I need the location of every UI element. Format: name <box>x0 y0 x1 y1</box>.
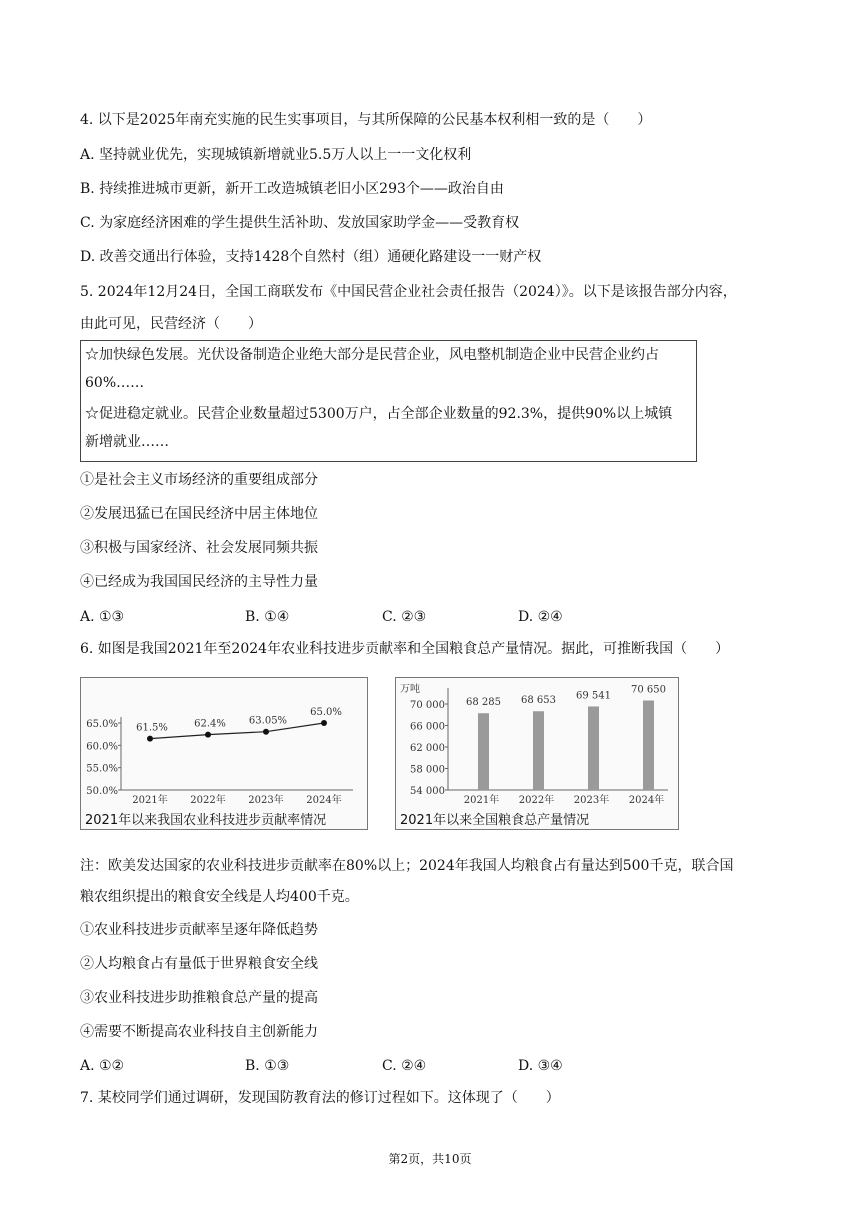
q4-option-c: C. 为家庭经济困难的学生提供生活补助、发放国家助学金——受教育权 <box>80 215 520 231</box>
q6-item-1: ①农业科技进步贡献率呈逐年降低趋势 <box>80 922 318 938</box>
q5-stem-line2: 由此可见，民营经济（ ） <box>80 316 262 332</box>
x-tick-label: 2023年 <box>573 795 610 806</box>
q6-choice-c: C. ②④ <box>382 1058 427 1074</box>
bar <box>643 701 654 790</box>
q5-box-line: ☆促进稳定就业。民营企业数量超过5300万户，占全部企业数量的92.3%，提供90%以上城镇 <box>85 406 673 422</box>
y-tick-label: 50.0% <box>86 786 118 797</box>
data-point <box>263 729 269 735</box>
q6-choice-b: B. ①③ <box>245 1058 290 1074</box>
y-tick-label: 60.0% <box>86 741 118 753</box>
y-tick-label: 58 000 <box>410 764 445 776</box>
chart-caption: 2021年以来我国农业科技进步贡献率情况 <box>85 813 327 828</box>
x-tick-label: 2022年 <box>190 795 226 806</box>
q5-item-3: ③积极与国家经济、社会发展同频共振 <box>80 540 318 556</box>
grain-output-chart <box>395 677 679 830</box>
q5-item-2: ②发展迅猛已在国民经济中居主体地位 <box>80 506 318 522</box>
data-label: 68 653 <box>521 695 556 707</box>
x-tick-label: 2021年 <box>463 795 500 806</box>
data-label: 61.5% <box>136 722 168 734</box>
q5-box-line: 60%…… <box>85 375 145 391</box>
x-tick-label: 2022年 <box>518 795 555 806</box>
tech-contribution-chart <box>80 677 368 830</box>
data-label: 70 650 <box>631 684 666 696</box>
y-tick-label: 54 000 <box>410 786 445 797</box>
q6-note-line1: 注：欧美发达国家的农业科技进步贡献率在80%以上；2024年我国人均粮食占有量达到500千克，联合国 <box>80 858 734 874</box>
data-label: 62.4% <box>194 718 226 730</box>
data-label: 65.0% <box>310 707 342 718</box>
data-label: 63.05% <box>248 715 288 727</box>
q5-choice-d: D. ②④ <box>518 609 563 625</box>
bar <box>478 713 489 790</box>
q6-item-3: ③农业科技进步助推粮食总产量的提高 <box>80 990 318 1006</box>
q6-stem: 6. 如图是我国2021年至2024年农业科技进步贡献率和全国粮食总产量情况。据此，可推断我国（ ） <box>80 641 730 657</box>
q4-stem: 4. 以下是2025年南充实施的民生实事项目，与其所保障的公民基本权利相一致的是（ ） <box>80 112 652 128</box>
x-tick-label: 2024年 <box>628 795 665 806</box>
q6-note-line2: 粮农组织提出的粮食安全线是人均400千克。 <box>80 889 359 905</box>
q4-option-a: A. 坚持就业优先，实现城镇新增就业5.5万人以上一一文化权利 <box>80 147 472 163</box>
y-tick-label: 62 000 <box>410 743 445 754</box>
x-tick-label: 2023年 <box>248 795 284 806</box>
q5-choice-a: A. ①③ <box>80 609 125 625</box>
q6-item-4: ④需要不断提高农业科技自主创新能力 <box>80 1024 318 1040</box>
chart-caption: 2021年以来全国粮食总产量情况 <box>400 813 590 828</box>
y-tick-label: 65.0% <box>86 719 118 730</box>
q5-box-line: ☆加快绿色发展。光伏设备制造企业绝大部分是民营企业，风电整机制造企业中民营企业约占 <box>85 347 659 363</box>
data-point <box>205 732 211 738</box>
q4-option-b: B. 持续推进城市更新，新开工改造城镇老旧小区293个——政治自由 <box>80 181 504 197</box>
q6-choice-d: D. ③④ <box>518 1058 563 1074</box>
data-point <box>147 736 153 742</box>
y-tick-label: 70 000 <box>410 700 445 711</box>
q5-material-box <box>80 340 697 462</box>
bar <box>533 711 544 790</box>
q6-choice-a: A. ①② <box>80 1058 125 1074</box>
data-point <box>321 720 327 726</box>
data-label: 68 285 <box>466 697 501 709</box>
q5-item-1: ①是社会主义市场经济的重要组成部分 <box>80 472 318 488</box>
x-tick-label: 2024年 <box>306 795 342 806</box>
series-line <box>150 723 324 739</box>
data-label: 69 541 <box>576 690 611 702</box>
page-footer: 第2页，共10页 <box>388 1152 472 1166</box>
x-tick-label: 2021年 <box>132 795 168 806</box>
q4-option-d: D. 改善交通出行体验，支持1428个自然村（组）通硬化路建设一一财产权 <box>80 249 542 265</box>
bar <box>588 706 599 790</box>
q5-box-line: 新增就业…… <box>85 434 169 450</box>
q7-stem: 7. 某校同学们通过调研，发现国防教育法的修订过程如下。这体现了（ ） <box>80 1090 560 1106</box>
q5-choice-c: C. ②③ <box>382 609 427 625</box>
y-tick-label: 55.0% <box>86 763 118 775</box>
q5-stem-line1: 5. 2024年12月24日，全国工商联发布《中国民营企业社会责任报告（2024）》。以下是该报告部分内容， <box>80 284 737 300</box>
q5-choice-b: B. ①④ <box>245 609 290 625</box>
q6-item-2: ②人均粮食占有量低于世界粮食安全线 <box>80 956 318 972</box>
q5-item-4: ④已经成为我国国民经济的主导性力量 <box>80 574 318 590</box>
y-axis-unit: 万吨 <box>400 684 420 695</box>
y-tick-label: 66 000 <box>410 721 445 733</box>
